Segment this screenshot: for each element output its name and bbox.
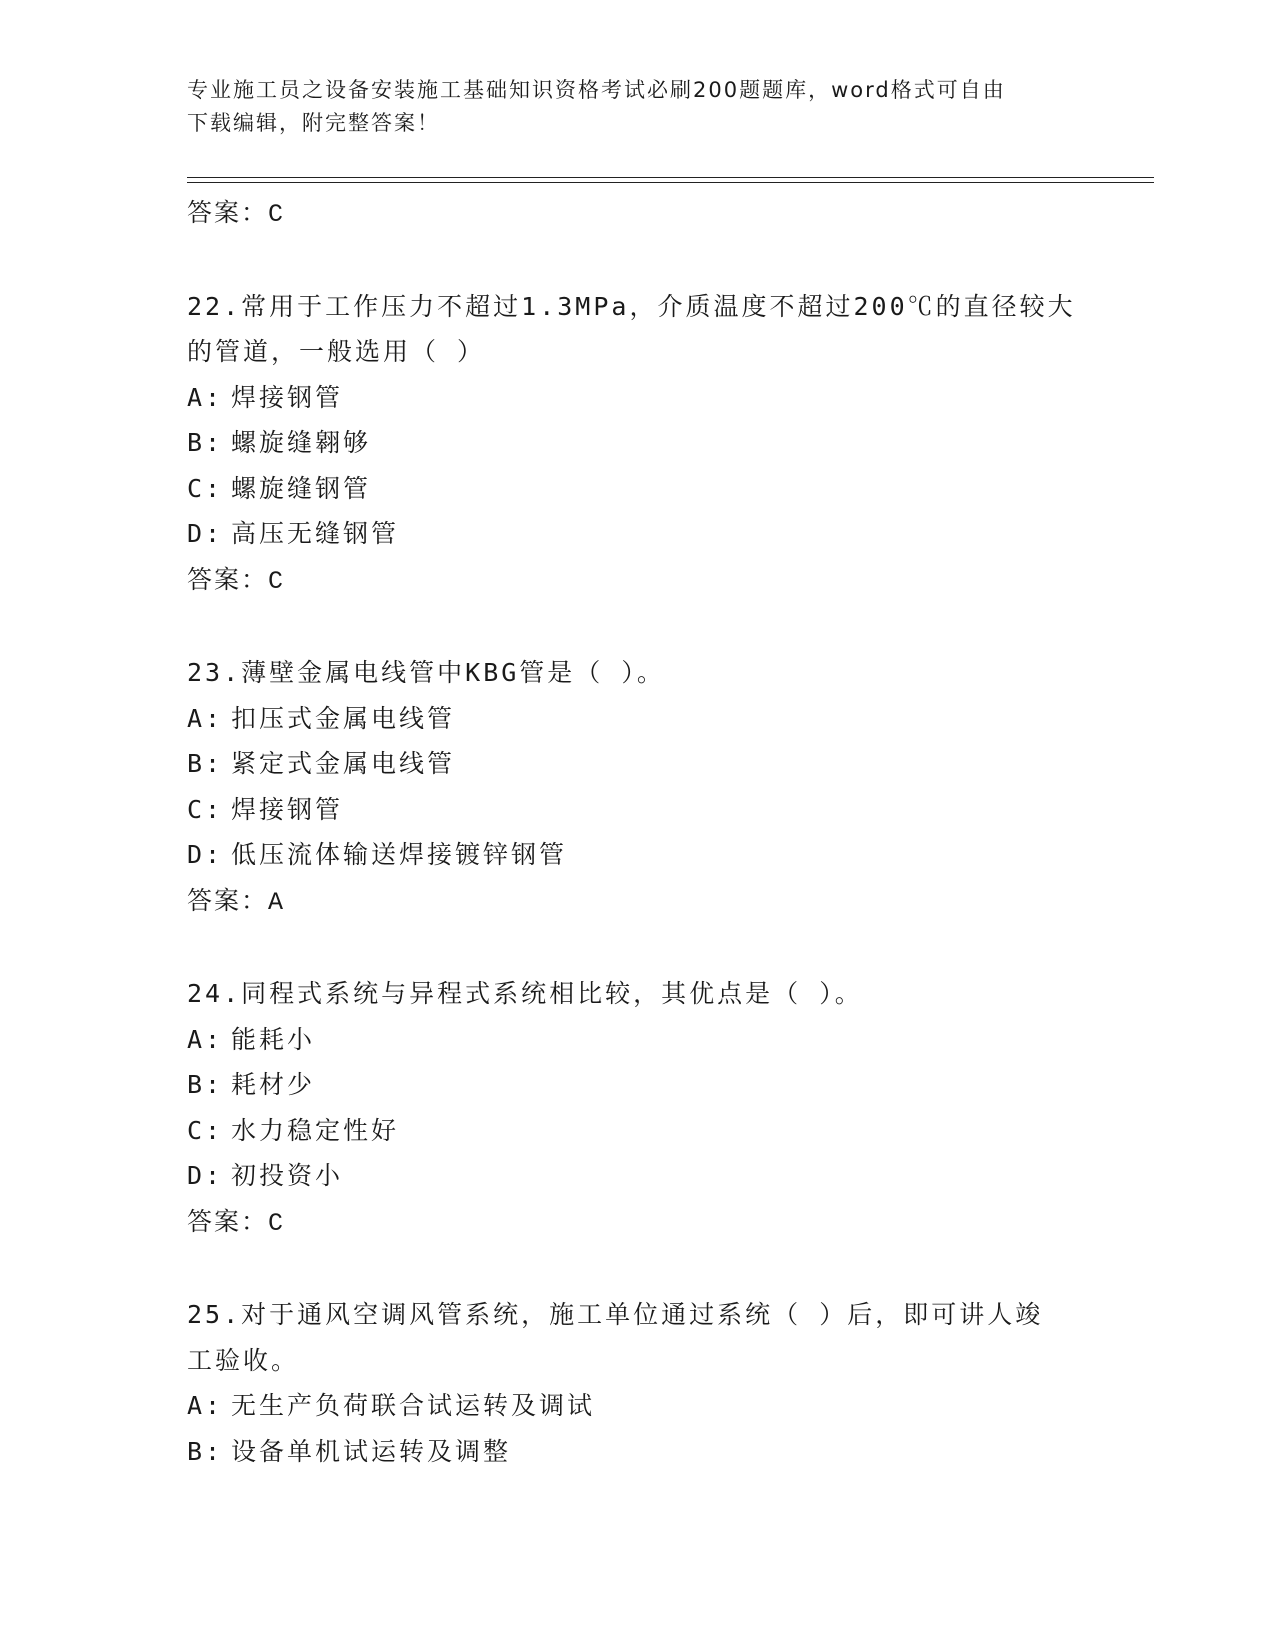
option-key: C: <box>187 473 224 503</box>
option-key: D: <box>187 1161 224 1190</box>
option-text: 螺旋缝翱够 <box>231 428 372 457</box>
question-23 <box>187 650 1087 925</box>
option-key: A: <box>187 382 224 412</box>
answer-line <box>187 878 1087 926</box>
option-text: 耗材少 <box>231 1070 316 1099</box>
option-key: B: <box>187 749 224 778</box>
answer-value: C <box>268 566 286 596</box>
option-text: 水力稳定性好 <box>231 1115 400 1145</box>
question-22 <box>187 284 1087 605</box>
answer-value: A <box>268 887 286 917</box>
answer-value: C <box>268 1208 286 1238</box>
document-header <box>187 74 1087 140</box>
question-stem-line: 的管道，一般选用（ ） <box>187 337 486 366</box>
option-key: D: <box>187 519 224 548</box>
question-stem-line: 工验收。 <box>187 1345 300 1375</box>
answer-label: 答案： <box>187 885 269 915</box>
question-24 <box>187 971 1087 1246</box>
option-key: B: <box>187 1070 224 1099</box>
option-c <box>187 787 1087 833</box>
option-text: 焊接钢管 <box>231 382 344 412</box>
option-a <box>187 1383 1087 1429</box>
option-key: D: <box>187 840 224 869</box>
option-a <box>187 696 1087 742</box>
option-key: C: <box>187 794 224 824</box>
option-c <box>187 466 1087 512</box>
option-b <box>187 1062 1087 1108</box>
option-key: B: <box>187 428 224 457</box>
header-divider-top <box>187 177 1154 178</box>
option-text: 焊接钢管 <box>231 794 344 824</box>
option-text: 低压流体输送焊接镀锌钢管 <box>231 840 568 869</box>
option-text: 高压无缝钢管 <box>231 519 400 548</box>
option-a <box>187 375 1087 421</box>
question-stem-line: 22.常用于工作压力不超过1.3MPa，介质温度不超过200℃的直径较大 <box>187 291 1076 321</box>
header-divider-bottom <box>187 182 1154 183</box>
question-stem-line: 23.薄壁金属电线管中KBG管是（ ）。 <box>187 658 665 687</box>
option-key: A: <box>187 703 224 733</box>
answer-label: 答案： <box>187 564 269 594</box>
option-key: A: <box>187 1024 224 1054</box>
question-25 <box>187 1292 1087 1474</box>
header-line-1: 专业施工员之设备安装施工基础知识资格考试必刷200题题库，word格式可自由 <box>187 78 1006 102</box>
option-key: B: <box>187 1436 224 1466</box>
option-text: 螺旋缝钢管 <box>231 473 372 503</box>
question-list <box>187 190 1087 1474</box>
option-key: A: <box>187 1391 224 1420</box>
option-key: C: <box>187 1115 224 1145</box>
option-a <box>187 1017 1087 1063</box>
option-text: 能耗小 <box>231 1024 316 1054</box>
option-b <box>187 741 1087 787</box>
option-text: 无生产负荷联合试运转及调试 <box>231 1391 596 1420</box>
question-stem-line: 24.同程式系统与异程式系统相比较，其优点是（ ）。 <box>187 979 863 1008</box>
option-d <box>187 1153 1087 1199</box>
option-text: 扣压式金属电线管 <box>231 703 456 733</box>
option-text: 设备单机试运转及调整 <box>231 1436 512 1466</box>
option-b <box>187 420 1087 466</box>
header-line-2: 下载编辑，附完整答案！ <box>187 111 440 135</box>
answer-label: 答案： <box>187 1206 269 1236</box>
answer-label: 答案： <box>187 198 269 227</box>
option-text: 紧定式金属电线管 <box>231 749 456 778</box>
option-c <box>187 1108 1087 1154</box>
answer-line <box>187 1199 1087 1247</box>
answer-value: C <box>268 200 286 229</box>
option-b <box>187 1429 1087 1475</box>
option-text: 初投资小 <box>231 1161 344 1190</box>
option-d <box>187 832 1087 878</box>
answer-line <box>187 557 1087 605</box>
answer-line <box>187 190 1087 238</box>
question-stem-line: 25.对于通风空调风管系统，施工单位通过系统（ ）后，即可讲人竣 <box>187 1300 1044 1329</box>
option-d <box>187 511 1087 557</box>
